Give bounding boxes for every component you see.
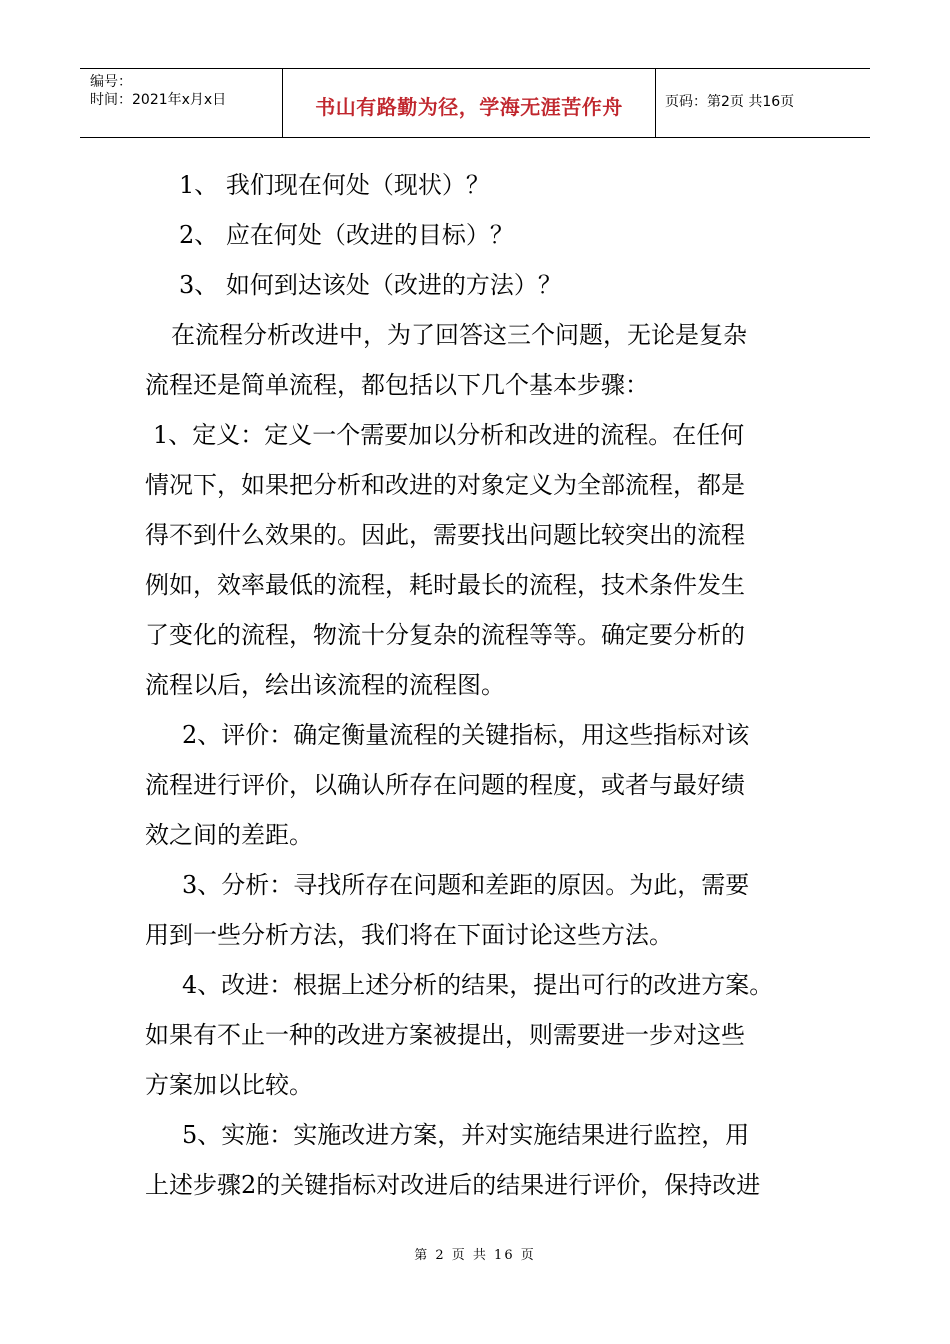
paragraph-line: 效之间的差距。 xyxy=(145,821,313,849)
step-line: 2、评价：确定衡量流程的关键指标，用这些指标对该 xyxy=(182,721,750,749)
question-line: 3、 如何到达该处（改进的方法）？ xyxy=(179,271,562,299)
paragraph-line: 流程进行评价，以确认所存在问题的程度，或者与最好绩 xyxy=(145,771,745,799)
header-motto: 书山有路勤为径，学海无涯苦作舟 xyxy=(315,95,623,119)
step-line: 5、实施：实施改进方案，并对实施结果进行监控，用 xyxy=(182,1121,750,1149)
paragraph-line: 例如，效率最低的流程，耗时最长的流程，技术条件发生 xyxy=(145,571,745,599)
paragraph-line: 用到一些分析方法，我们将在下面讨论这些方法。 xyxy=(145,921,673,949)
paragraph-line: 了变化的流程，物流十分复杂的流程等等。确定要分析的 xyxy=(145,621,745,649)
header-left-cell xyxy=(80,69,282,137)
page-header xyxy=(80,68,870,138)
paragraph-line: 如果有不止一种的改进方案被提出，则需要进一步对这些 xyxy=(145,1021,745,1049)
document-number-label: 编号： xyxy=(90,74,132,90)
step-line: 4、改进：根据上述分析的结果，提出可行的改进方案。 xyxy=(182,971,774,999)
step-line: 3、分析：寻找所存在问题和差距的原因。为此，需要 xyxy=(182,871,750,899)
header-right-cell xyxy=(655,69,870,137)
paragraph-line: 上述步骤2的关键指标对改进后的结果进行评价，保持改进 xyxy=(145,1171,761,1199)
header-motto-cell xyxy=(282,69,656,137)
question-line: 1、 我们现在何处（现状）？ xyxy=(179,171,490,199)
page-footer: 第 2 页 共 16 页 xyxy=(414,1248,536,1263)
header-page-info: 页码：第2页 共16页 xyxy=(665,94,795,110)
paragraph-line: 得不到什么效果的。因此，需要找出问题比较突出的流程 xyxy=(145,521,745,549)
paragraph-line: 情况下，如果把分析和改进的对象定义为全部流程，都是 xyxy=(145,471,745,499)
paragraph-line: 在流程分析改进中，为了回答这三个问题，无论是复杂 xyxy=(171,321,747,349)
question-line: 2、 应在何处（改进的目标）？ xyxy=(179,221,514,249)
paragraph-line: 方案加以比较。 xyxy=(145,1071,313,1099)
step-line: 1、定义：定义一个需要加以分析和改进的流程。在任何 xyxy=(153,421,745,449)
document-body xyxy=(145,160,810,1210)
document-date-label: 时间：2021年x月x日 xyxy=(90,92,227,108)
paragraph-line: 流程以后，绘出该流程的流程图。 xyxy=(145,671,505,699)
paragraph-line: 流程还是简单流程，都包括以下几个基本步骤： xyxy=(145,371,649,399)
